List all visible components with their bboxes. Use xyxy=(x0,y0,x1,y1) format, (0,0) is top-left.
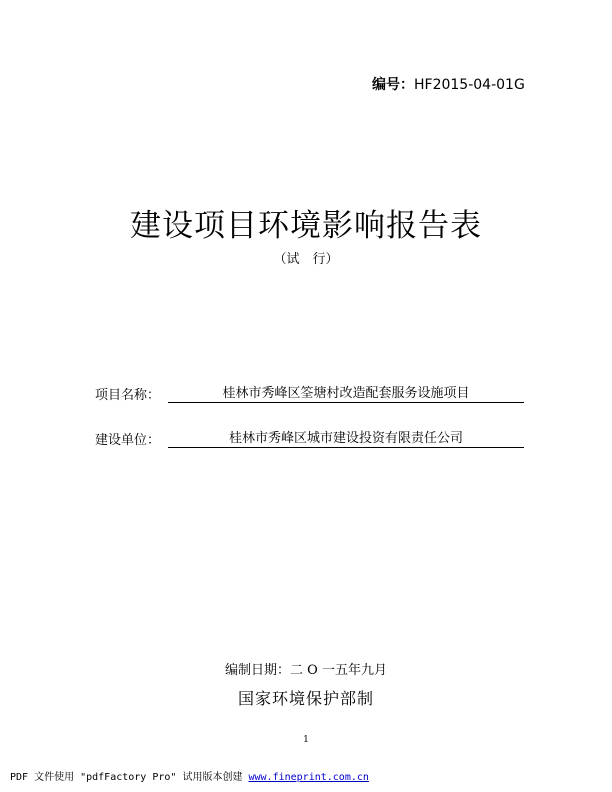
page-number: 1 xyxy=(303,735,309,745)
fineprint-link[interactable]: www.fineprint.com.cn xyxy=(248,772,369,783)
construction-unit-row xyxy=(95,427,524,448)
pdf-footer xyxy=(10,768,369,783)
report-subtitle: （试 行） xyxy=(273,252,339,267)
project-name-value: 桂林市秀峰区筌塘村改造配套服务设施项目 xyxy=(168,382,524,403)
project-name-row xyxy=(95,382,524,403)
project-name-label: 项目名称： xyxy=(95,388,161,403)
construction-unit-label: 建设单位： xyxy=(95,433,161,448)
document-number-value: HF2015-04-01G xyxy=(414,77,525,93)
report-title: 建设项目环境影响报告表 xyxy=(130,208,482,244)
document-number-label: 编号： xyxy=(372,77,414,93)
compile-date: 编制日期：二 O 一五年九月 xyxy=(225,663,387,678)
pdf-footer-text: PDF 文件使用 "pdfFactory Pro" 试用版本创建 xyxy=(10,772,249,783)
document-number xyxy=(372,74,525,94)
construction-unit-value: 桂林市秀峰区城市建设投资有限责任公司 xyxy=(168,427,524,448)
issuing-authority: 国家环境保护部制 xyxy=(237,689,374,708)
